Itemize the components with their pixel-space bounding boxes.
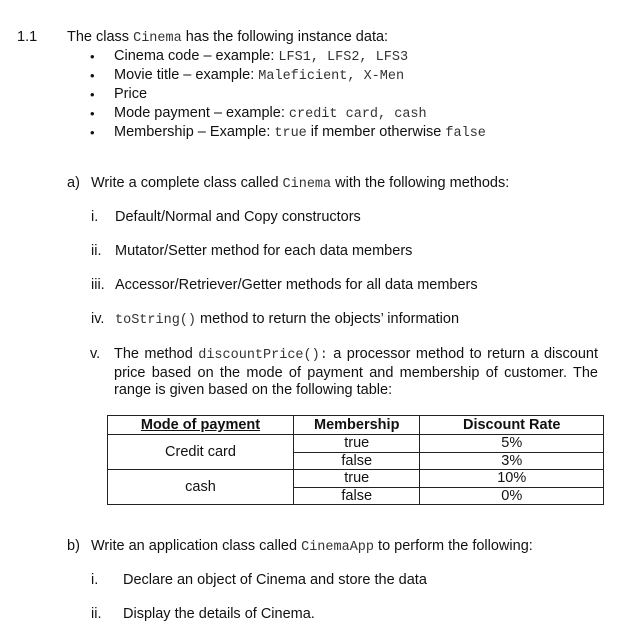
bullet-membership [90,123,486,142]
header-discount-rate: Discount Rate [420,416,604,435]
bullet-icon: • [90,106,95,121]
rate-cell: 5% [420,435,604,453]
part-a-item-1 [91,209,361,225]
part-b-prefix: Write an application class called [91,538,302,554]
item-text: method to return the objects’ information [196,311,460,327]
bullet-example: Maleficient, X-Men [258,69,405,84]
bullet-suffix: if member otherwise [306,124,446,140]
bullet-example: credit card, cash [288,107,427,122]
part-a-item-2 [91,243,412,259]
table-row [108,435,604,453]
bullet-icon: • [90,68,95,83]
membership-cell: false [294,452,420,470]
bullet-label: Cinema code – example: [114,48,279,64]
roman-numeral: iii. [91,277,105,293]
bullet-price [90,85,486,104]
part-b-suffix: to perform the following: [374,538,533,554]
part-b-label: b) [67,538,80,554]
item-text: Default/Normal and Copy constructors [115,209,361,225]
table-header-row [108,416,604,435]
item-text: Accessor/Retriever/Getter methods for all data members [115,277,478,293]
rate-cell: 3% [420,452,604,470]
part-b-item-2 [91,606,315,622]
bullet-movie-title [90,66,486,85]
item-prefix: The method [114,346,199,362]
intro-suffix: has the following instance data: [181,29,389,45]
rate-cell: 0% [420,487,604,505]
roman-numeral: iv. [91,311,105,327]
question-intro [67,29,388,46]
discount-table [107,415,604,505]
part-b-heading [67,538,533,555]
item-text: Display the details of Cinema. [123,606,315,622]
item-code: discountPrice(): [198,348,328,363]
membership-cell: true [294,435,420,453]
bullet-label: Movie title – example: [114,67,259,83]
bullet-example: true [274,126,307,141]
intro-class-name: Cinema [133,31,182,46]
roman-numeral: ii. [91,243,102,259]
part-a-class-name: Cinema [282,177,332,192]
bullet-icon: • [90,49,95,64]
bullet-example: LFS1, LFS2, LFS3 [278,50,409,65]
part-a-item-5 [90,346,598,400]
part-b-item-1 [91,572,427,588]
intro-prefix: The class [67,29,134,45]
bullet-icon: • [90,125,95,140]
item-text: a processor method to return a discount price based on the mode of payment and membership of customer. The range is given based on the following table: [114,346,598,398]
part-b-class-name: CinemaApp [301,540,375,555]
membership-cell: true [294,470,420,488]
bullet-label: Membership – Example: [114,124,275,140]
instance-data-list [90,47,486,142]
question-number: 1.1 [17,29,38,45]
header-mode-of-payment: Mode of payment [108,416,294,435]
header-membership: Membership [294,416,420,435]
bullet-label: Price [114,86,148,102]
table-row [108,470,604,488]
rate-cell: 10% [420,470,604,488]
roman-numeral: v. [90,346,101,362]
mode-cell-credit-card: Credit card [108,435,294,470]
mode-cell-cash: cash [108,470,294,505]
part-a-heading [67,175,509,192]
item-code: toString() [115,313,197,328]
part-a-suffix: with the following methods: [331,175,510,191]
bullet-cinema-code [90,47,486,66]
part-a-label: a) [67,175,80,191]
part-a-item-3 [91,277,478,293]
roman-numeral: i. [91,209,99,225]
part-a-item-4 [91,311,459,328]
roman-numeral: i. [91,572,99,588]
bullet-mode-payment [90,104,486,123]
bullet-label: Mode payment – example: [114,105,289,121]
item-text: Mutator/Setter method for each data members [115,243,413,259]
bullet-example-2: false [445,126,486,141]
bullet-icon: • [90,87,95,102]
part-a-prefix: Write a complete class called [91,175,283,191]
roman-numeral: ii. [91,606,102,622]
membership-cell: false [294,487,420,505]
item-text: Declare an object of Cinema and store the data [123,572,427,588]
